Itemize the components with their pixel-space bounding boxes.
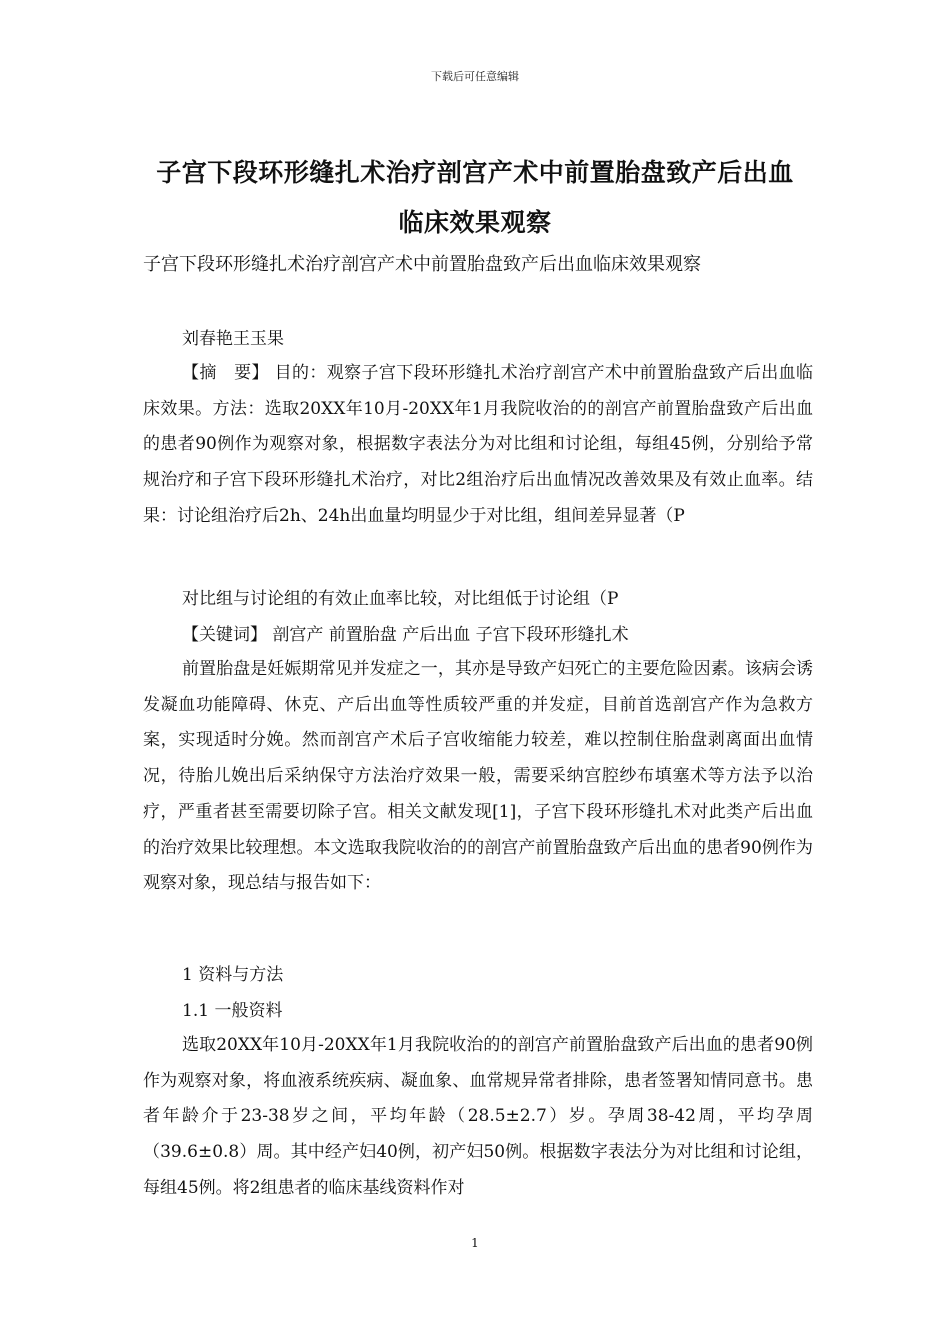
header-note: 下载后可任意编辑 — [431, 70, 519, 83]
authors: 刘春艳王玉果 — [182, 329, 284, 349]
section-heading-1-1: 1.1 一般资料 — [182, 1001, 283, 1021]
section-heading-1: 1 资料与方法 — [182, 965, 284, 985]
comparison-line: 对比组与讨论组的有效止血率比较，对比组低于讨论组（P — [182, 589, 619, 609]
intro-paragraph: 前置胎盘是妊娠期常见并发症之一，其亦是导致产妇死亡的主要危险因素。该病会诱发凝血功能障碍、休克、产后出血等性质较严重的并发症，目前首选剖宫产作为急救方案，实现适时分娩。然而剖宫产术后子宫收缩能力较差，难以控制住胎盘剥离面出血情况，待胎儿娩出后采纳保守方法治疗效果一般，需要采纳宫腔纱布填塞术等方法予以治疗，严重者甚至需要切除子宫。相关文献发现[1]，子宫下段环形缝扎术对此类产后出血的治疗效果比较理想。本文选取我院收治的的剖宫产前置胎盘致产后出血的患者90例作为观察对象，现总结与报告如下： — [143, 659, 813, 894]
subtitle: 子宫下段环形缝扎术治疗剖宫产术中前置胎盘致产后出血临床效果观察 — [143, 254, 701, 275]
general-info-paragraph: 选取20XX年10月-20XX年1月我院收治的的剖宫产前置胎盘致产后出血的患者90例作为观察对象，将血液系统疾病、凝血象、血常规异常者排除，患者签署知情同意书。患者年龄介于23-38岁之间，平均年龄（28.5±2.7）岁。孕周38-42周，平均孕周（39.6±0.8）周。其中经产妇40例，初产妇50例。根据数字表法分为对比组和讨论组，每组45例。将2组患者的临床基线资料作对 — [143, 1035, 813, 1198]
page-number: 1 — [471, 1236, 479, 1250]
title-line-2: 临床效果观察 — [398, 208, 552, 237]
keywords: 【关键词】 剖宫产 前置胎盘 产后出血 子宫下段环形缝扎术 — [182, 625, 629, 645]
abstract-paragraph: 【摘 要】 目的：观察子宫下段环形缝扎术治疗剖宫产术中前置胎盘致产后出血临床效果。方法：选取20XX年10月-20XX年1月我院收治的的剖宫产前置胎盘致产后出血的患者90例作为观察对象，根据数字表法分为对比组和讨论组，每组45例，分别给予常规治疗和子宫下段环形缝扎术治疗，对比2组治疗后出血情况改善效果及有效止血率。结果：讨论组治疗后2h、24h出血量均明显少于对比组，组间差异显著（P — [143, 363, 813, 526]
title-line-1: 子宫下段环形缝扎术治疗剖宫产术中前置胎盘致产后出血 — [156, 158, 794, 187]
